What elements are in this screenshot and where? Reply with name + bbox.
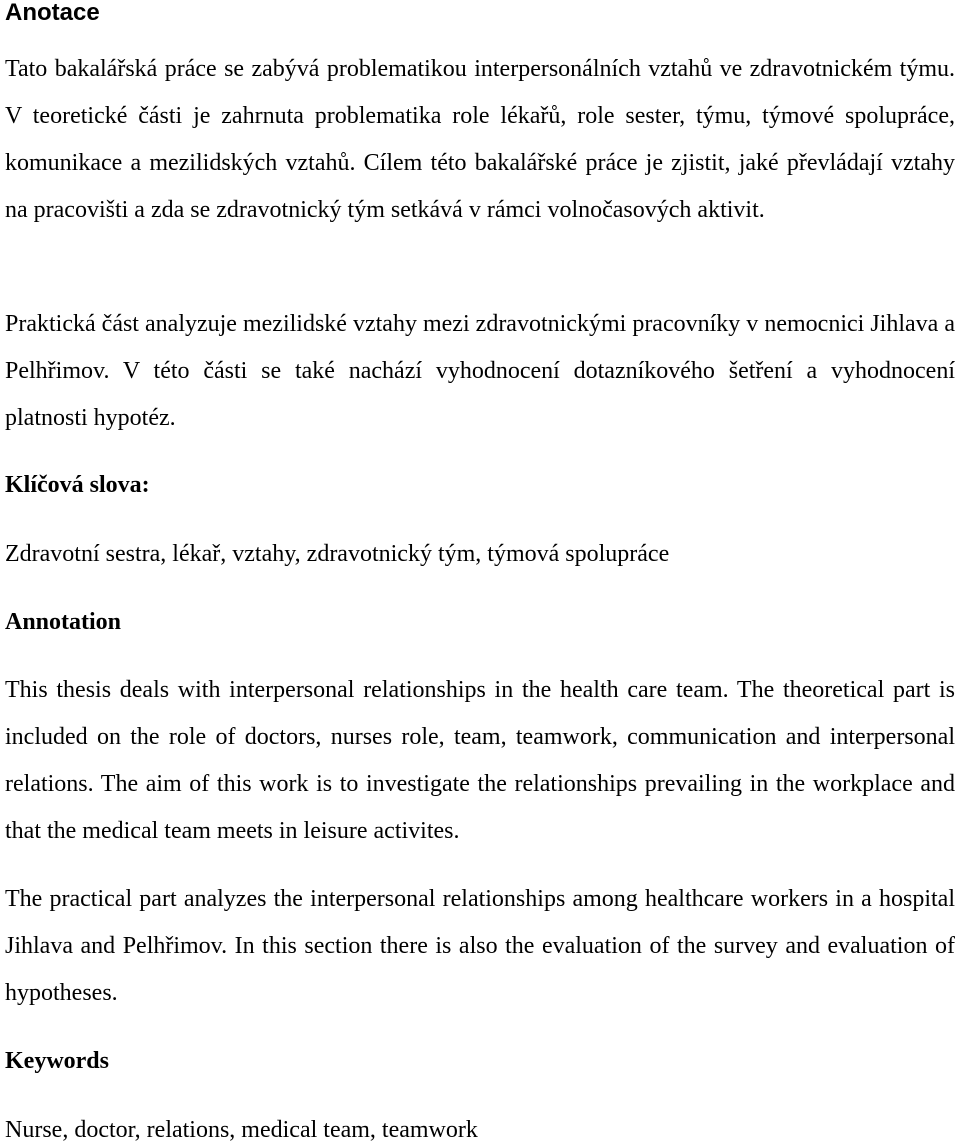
anotace-paragraph-1: Tato bakalářská práce se zabývá problematikou interpersonálních vztahů ve zdravotnickém týmu. V teoretické části je zahrnuta problematika role lékařů, role sester, týmu, týmové spolupráce, komunikace a mezilidských vztahů. Cílem této bakalářské práce je zjistit, jaké převládají vztahy na pracovišti a zda se zdravotnický tým setkává v rámci volnočasových aktivit. [5, 56, 955, 223]
annotation-paragraph-1: This thesis deals with interpersonal relationships in the health care team. The theoretical part is included on the role of doctors, nurses role, team, teamwork, communication and interpersonal relations. The aim of this work is to investigate the relationships prevailing in the workplace and that the medical team meets in leisure activites. [5, 677, 955, 844]
keywords-text: Nurse, doctor, relations, medical team, teamwork [5, 1117, 478, 1143]
annotation-paragraph-2: The practical part analyzes the interpersonal relationships among healthcare workers in a hospital Jihlava and Pelhřimov. In this section there is also the evaluation of the survey and evaluation of hypotheses. [5, 886, 955, 1006]
klicova-slova-heading: Klíčová slova: [5, 472, 150, 498]
anotace-paragraph-2: Praktická část analyzuje mezilidské vztahy mezi zdravotnickými pracovníky v nemocnici Jihlava a Pelhřimov. V této části se také nachází vyhodnocení dotazníkového šetření a vyhodnocení platnosti hypotéz. [5, 311, 955, 431]
keywords-heading: Keywords [5, 1048, 109, 1074]
annotation-heading: Annotation [5, 609, 122, 635]
klicova-slova-text: Zdravotní sestra, lékař, vztahy, zdravotnický tým, týmová spolupráce [5, 541, 670, 567]
anotace-heading: Anotace [5, 0, 100, 26]
